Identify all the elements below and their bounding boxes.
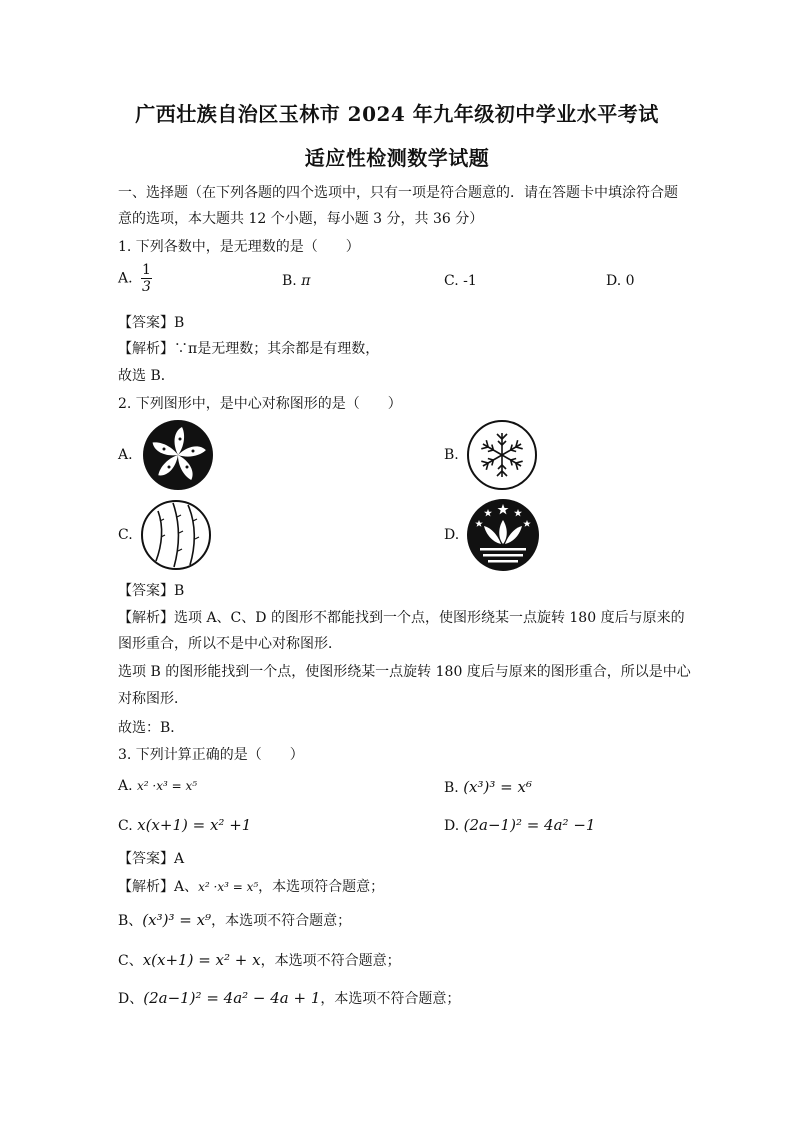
- q3-analysis-b-suffix: ，本选项不符合题意；: [211, 913, 352, 929]
- q1-option-b-value: π: [301, 273, 311, 289]
- q1-option-a-fraction: [141, 262, 152, 295]
- q3-analysis-d-suffix: ，本选项不符合题意；: [320, 991, 461, 1007]
- q2-analysis-line3: 选项 B 的图形能找到一个点，使图形绕某一点旋转 180 度后与原来的图形重合，所以是中心: [118, 664, 691, 680]
- q3-analysis-c-suffix: ，本选项不符合题意；: [260, 953, 401, 969]
- q3-analysis-a-suffix: ，本选项符合题意；: [258, 879, 385, 895]
- exam-title-line2: 适应性检测数学试题: [304, 146, 490, 170]
- q2-stem: 2. 下列图形中，是中心对称图形的是（ ）: [118, 396, 402, 412]
- q2-answer: 【答案】B: [118, 583, 185, 599]
- q1-option-d-value: 0: [625, 273, 635, 289]
- q2-conclusion: 故选：B．: [118, 720, 185, 736]
- q1-option-b: [282, 273, 310, 289]
- q3-analysis-c: [118, 950, 401, 970]
- q3-option-a-expr: x² ·x³ = x⁵: [137, 779, 198, 793]
- q3-option-a-label: A.: [118, 778, 133, 794]
- q1-option-c: [444, 273, 477, 289]
- q1-answer: 【答案】B: [118, 315, 185, 331]
- q3-analysis-c-expr: x(x+1) = x² + x: [142, 951, 261, 969]
- q1-analysis: 【解析】∵π是无理数；其余都是有理数，: [118, 341, 380, 357]
- q2-analysis-line1: 【解析】选项 A、C、D 的图形不都能找到一个点，使图形绕某一点旋转 180 度后与原来的: [118, 610, 685, 626]
- q1-option-d: [606, 273, 635, 289]
- q3-answer: 【答案】A: [118, 851, 185, 867]
- curved-lines-circle-icon: [140, 499, 212, 571]
- q2-option-a-label: A.: [118, 447, 133, 463]
- section-intro-line1: 一、选择题（在下列各题的四个选项中，只有一项是符合题意的．请在答题卡中填涂符合题: [118, 185, 678, 201]
- q3-analysis-b: [118, 910, 351, 930]
- q3-analysis-a: [118, 876, 384, 896]
- q3-analysis-c-prefix: C、: [118, 953, 143, 969]
- exam-title-line1: 广西壮族自治区玉林市 2024 年九年级初中学业水平考试: [135, 102, 659, 126]
- q3-stem: 3. 下列计算正确的是（ ）: [118, 747, 304, 763]
- lotus-emblem-icon: [466, 498, 540, 572]
- q1-option-c-label: C.: [444, 273, 459, 289]
- q1-option-a-label: A.: [118, 270, 133, 287]
- q1-conclusion: 故选 B．: [118, 368, 175, 384]
- q2-option-c-label: C.: [118, 527, 133, 543]
- q2-analysis-line4: 对称图形．: [118, 691, 188, 707]
- q1-option-d-label: D.: [606, 273, 622, 289]
- q3-analysis-a-expr: x² ·x³ = x⁵: [198, 880, 259, 894]
- q3-option-c: [118, 816, 251, 834]
- q3-option-a: [118, 778, 197, 794]
- q3-analysis-d-prefix: D、: [118, 991, 144, 1007]
- q3-analysis-b-expr: (x³)³ = x⁹: [142, 911, 212, 929]
- q3-analysis-d-expr: (2a−1)² = 4a² − 4a + 1: [143, 989, 321, 1007]
- q1-option-a-numerator: 1: [142, 262, 151, 278]
- q1-option-b-label: B.: [282, 273, 297, 289]
- q3-analysis-b-prefix: B、: [118, 913, 143, 929]
- q3-option-b-label: B.: [444, 780, 459, 796]
- q1-option-a: [118, 262, 152, 295]
- q3-option-d-label: D.: [444, 818, 460, 834]
- q3-option-b-expr: (x³)³ = x⁶: [463, 778, 532, 796]
- q3-option-c-label: C.: [118, 818, 133, 834]
- section-intro-line2: 意的选项，本大题共 12 个小题，每小题 3 分，共 36 分）: [118, 211, 484, 227]
- q3-option-b: [444, 778, 532, 796]
- snowflake-icon: [466, 419, 538, 491]
- q2-analysis-line2: 图形重合，所以不是中心对称图形．: [118, 636, 342, 652]
- q3-option-d: [444, 816, 595, 834]
- q2-option-b-label: B.: [444, 447, 459, 463]
- bauhinia-flower-icon: [142, 419, 214, 491]
- q2-option-d-label: D.: [444, 527, 460, 543]
- q3-analysis-a-prefix: 【解析】A、: [118, 879, 199, 895]
- q3-option-c-expr: x(x+1) = x² +1: [137, 816, 252, 834]
- q3-option-d-expr: (2a−1)² = 4a² −1: [463, 816, 596, 834]
- q1-stem: 1. 下列各数中，是无理数的是（ ）: [118, 239, 360, 255]
- q1-option-a-denominator: 3: [142, 279, 151, 295]
- q3-analysis-d: [118, 988, 460, 1008]
- q1-option-c-value: -1: [463, 273, 477, 289]
